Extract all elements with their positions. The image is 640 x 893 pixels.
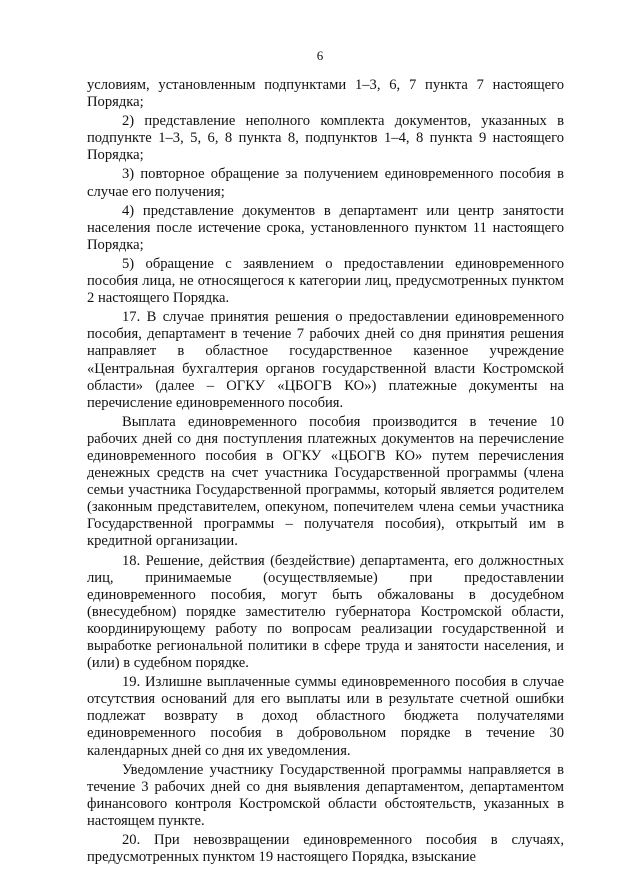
paragraph-notification: Уведомление участнику Государственной программы направляется в течение 3 рабочих дней со дня выявления департаментом, департаментом финансового контроля Костромской области обстоятельств, указанных в настоящем пункте. — [87, 761, 564, 829]
paragraph-1-continuation: условиям, установленным подпунктами 1–3, 6, 7 пункта 7 настоящего Порядка; — [87, 77, 564, 111]
paragraph-payment: Выплата единовременного пособия производится в течение 10 рабочих дней со дня поступления платежных документов на перечисление единовременного пособия в ОГКУ «ЦБОГВ КО» путем перечисления денежных средств на счет участника Государственной программы (члена семьи участника Государственной программы, который является родителем (законным представителем, опекуном, попечителем члена семьи участника Государственной программы – получателя пособия), открытый им в кредитной организации. — [87, 413, 564, 550]
paragraph-clause-18: 18. Решение, действия (бездействие) департамента, его должностных лиц, принимаемые (осуществляемые) при предоставлении единовременного пособия, могут быть обжалованы в досудебном (внесудебном) порядке заместителю губернатора Костромской области, координирующему работу по вопросам реализации государственной и выработке региональной политики в сфере труда и занятости населения, и (или) в судебном порядке. — [87, 552, 564, 672]
document-body — [87, 77, 564, 868]
paragraph-subitem-5: 5) обращение с заявлением о предоставлении единовременного пособия лица, не относящегося к категории лиц, предусмотренных пунктом 2 настоящего Порядка. — [87, 255, 564, 307]
paragraph-clause-19: 19. Излишне выплаченные суммы единовременного пособия в случае отсутствия оснований для его выплаты или в результате счетной ошибки подлежат возврату в доход областного бюджета получателями единовременного пособия в добровольном порядке в течение 30 календарных дней со дня их уведомления. — [87, 674, 564, 759]
paragraph-clause-20: 20. При невозвращении единовременного пособия в случаях, предусмотренных пунктом 19 настоящего Порядка, взыскание — [87, 832, 564, 866]
page-number: 6 — [316, 48, 324, 63]
paragraph-clause-17: 17. В случае принятия решения о предоставлении единовременного пособия, департамент в течение 7 рабочих дней со дня принятия решения направляет в областное государственное казенное учреждение «Центральная бухгалтерия органов государственной власти Костромской области» (далее – ОГКУ «ЦБОГВ КО») платежные документы на перечисление единовременного пособия. — [87, 309, 564, 411]
paragraph-subitem-2: 2) представление неполного комплекта документов, указанных в подпункте 1–3, 5, 6, 8 пункта 8, подпунктов 1–4, 8 пункта 9 настоящего Порядка; — [87, 113, 564, 164]
paragraph-subitem-3: 3) повторное обращение за получением единовременного пособия в случае его получения; — [87, 166, 564, 200]
paragraph-subitem-4: 4) представление документов в департамент или центр занятости населения после истечение срока, установленного пунктом 11 настоящего Порядка; — [87, 202, 564, 253]
